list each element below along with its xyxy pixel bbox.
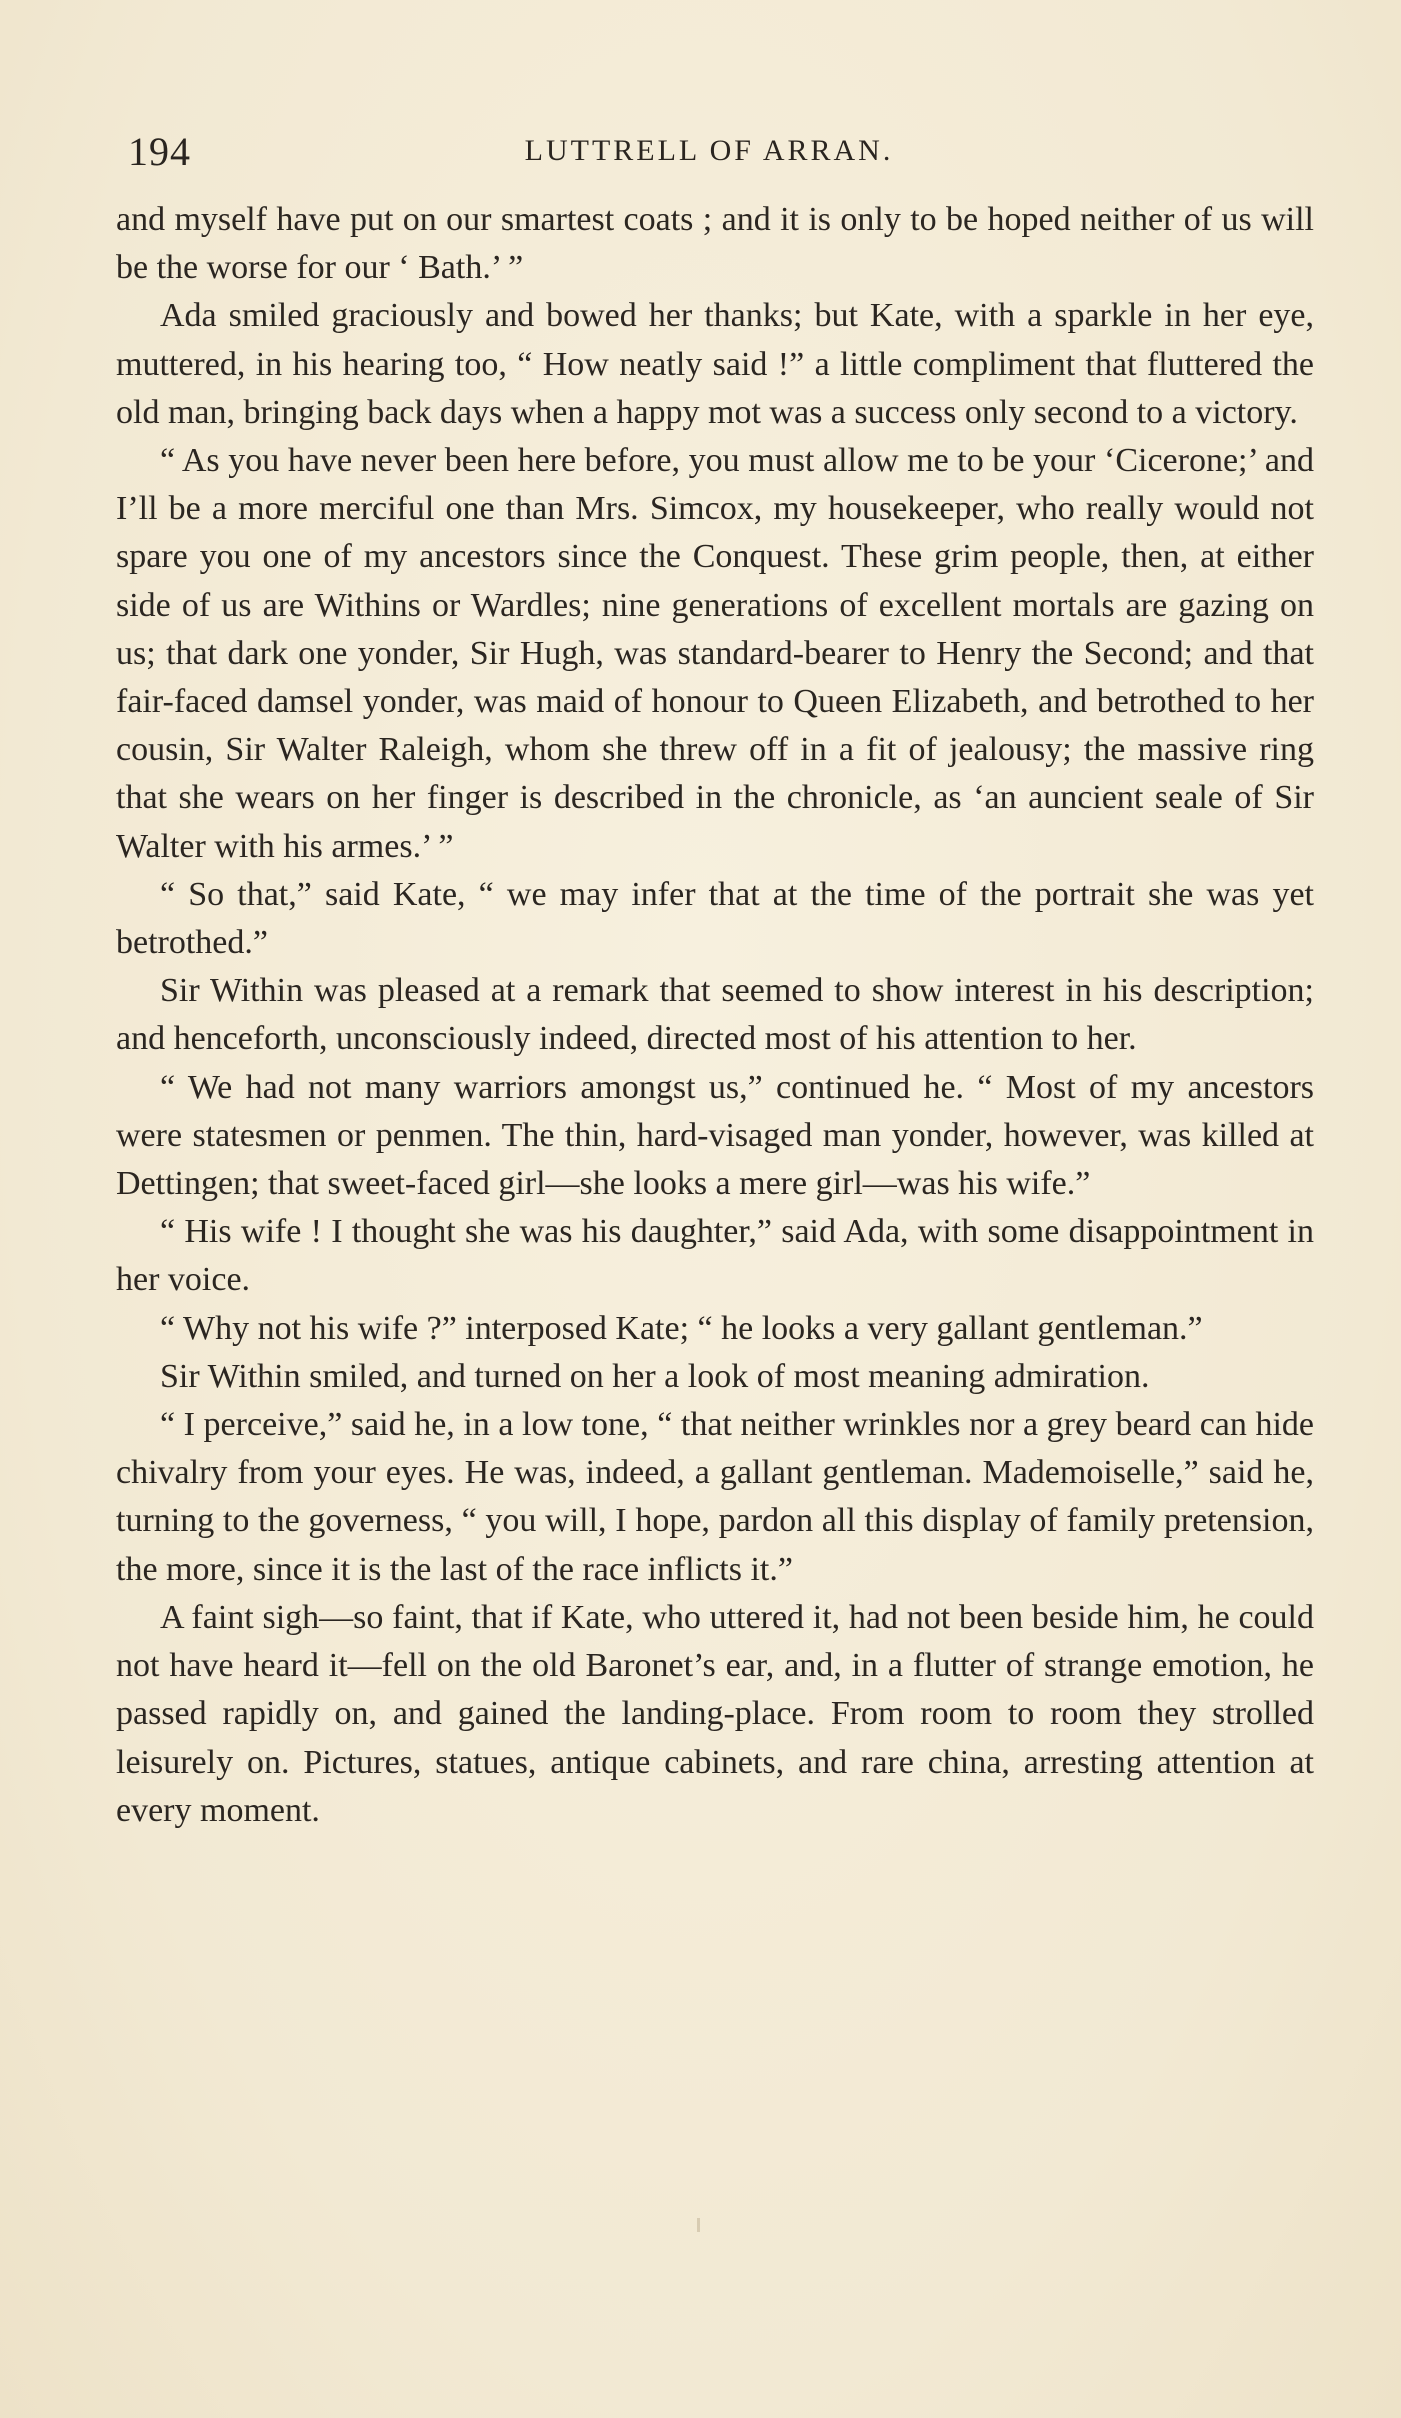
paragraph-6: “ We had not many warriors amongst us,” continued he. “ Most of my ancestors were statesmen or penmen. The thin, hard-visaged man yonder, however, was killed at Dettingen; that sweet-faced girl—she looks a mere girl—was his wife.” [116, 1068, 1314, 1203]
paragraph-7: “ His wife ! I thought she was his daughter,” said Ada, with some disappointment in her voice. [116, 1213, 1314, 1299]
page-number: 194 [128, 129, 191, 174]
page-header [128, 128, 1290, 178]
paragraph-11: A faint sigh—so faint, that if Kate, who uttered it, had not been beside him, he could not have heard it—fell on the old Baronet’s ear, and, in a flutter of strange emotion, he passed rapidly on, and gained the landing-place. From room to room they strolled leisurely on. Pictures, statues, antique cabinets, and rare china, arresting attention at every moment. [116, 1598, 1314, 1829]
paragraph-9: Sir Within smiled, and turned on her a look of most meaning admiration. [160, 1357, 1150, 1395]
paragraph-3: “ As you have never been here before, you must allow me to be your ‘Cicerone;’ and I’ll be a more merciful one than Mrs. Simcox, my housekeeper, who really would not spare you one of my ancestors since the Conquest. These grim people, then, at either side of us are Withins or Wardles; nine generations of excellent mortals are gazing on us; that dark one yonder, Sir Hugh, was standard-bearer to Henry the Second; and that fair-faced damsel yonder, was maid of honour to Queen Elizabeth, and betrothed to her cousin, Sir Walter Raleigh, whom she threw off in a fit of jealousy; the massive ring that she wears on her finger is described in the chronicle, as ‘an auncient seale of Sir Walter with his armes.’ ” [116, 442, 1314, 865]
print-mark [697, 2218, 700, 2232]
paragraph-5: Sir Within was pleased at a remark that seemed to show interest in his description; and henceforth, unconsciously indeed, directed most of his attention to her. [116, 972, 1314, 1058]
running-title: LUTTRELL OF ARRAN. [524, 134, 894, 167]
paragraph-2: Ada smiled graciously and bowed her thanks; but Kate, with a sparkle in her eye, muttered, in his hearing too, “ How neatly said !” a little compliment that fluttered the old man, bringing back days when a happy mot was a success only second to a victory. [116, 297, 1314, 431]
paragraph-8: “ Why not his wife ?” interposed Kate; “ he looks a very gallant gentleman.” [160, 1309, 1203, 1347]
paragraph-4: “ So that,” said Kate, “ we may infer that at the time of the portrait she was yet betrothed.” [116, 875, 1314, 962]
body-text [116, 196, 1314, 1835]
paragraph-1: and myself have put on our smartest coats ; and it is only to be hoped neither of us will be the worse for our ‘ Bath.’ ” [116, 201, 1314, 287]
paragraph-10: “ I perceive,” said he, in a low tone, “ that neither wrinkles nor a grey beard can hide chivalry from your eyes. He was, indeed, a gallant gentleman. Mademoiselle,” said he, turning to the governess, “ you will, I hope, pardon all this display of family pretension, the more, since it is the last of the race inflicts it.” [116, 1406, 1314, 1588]
